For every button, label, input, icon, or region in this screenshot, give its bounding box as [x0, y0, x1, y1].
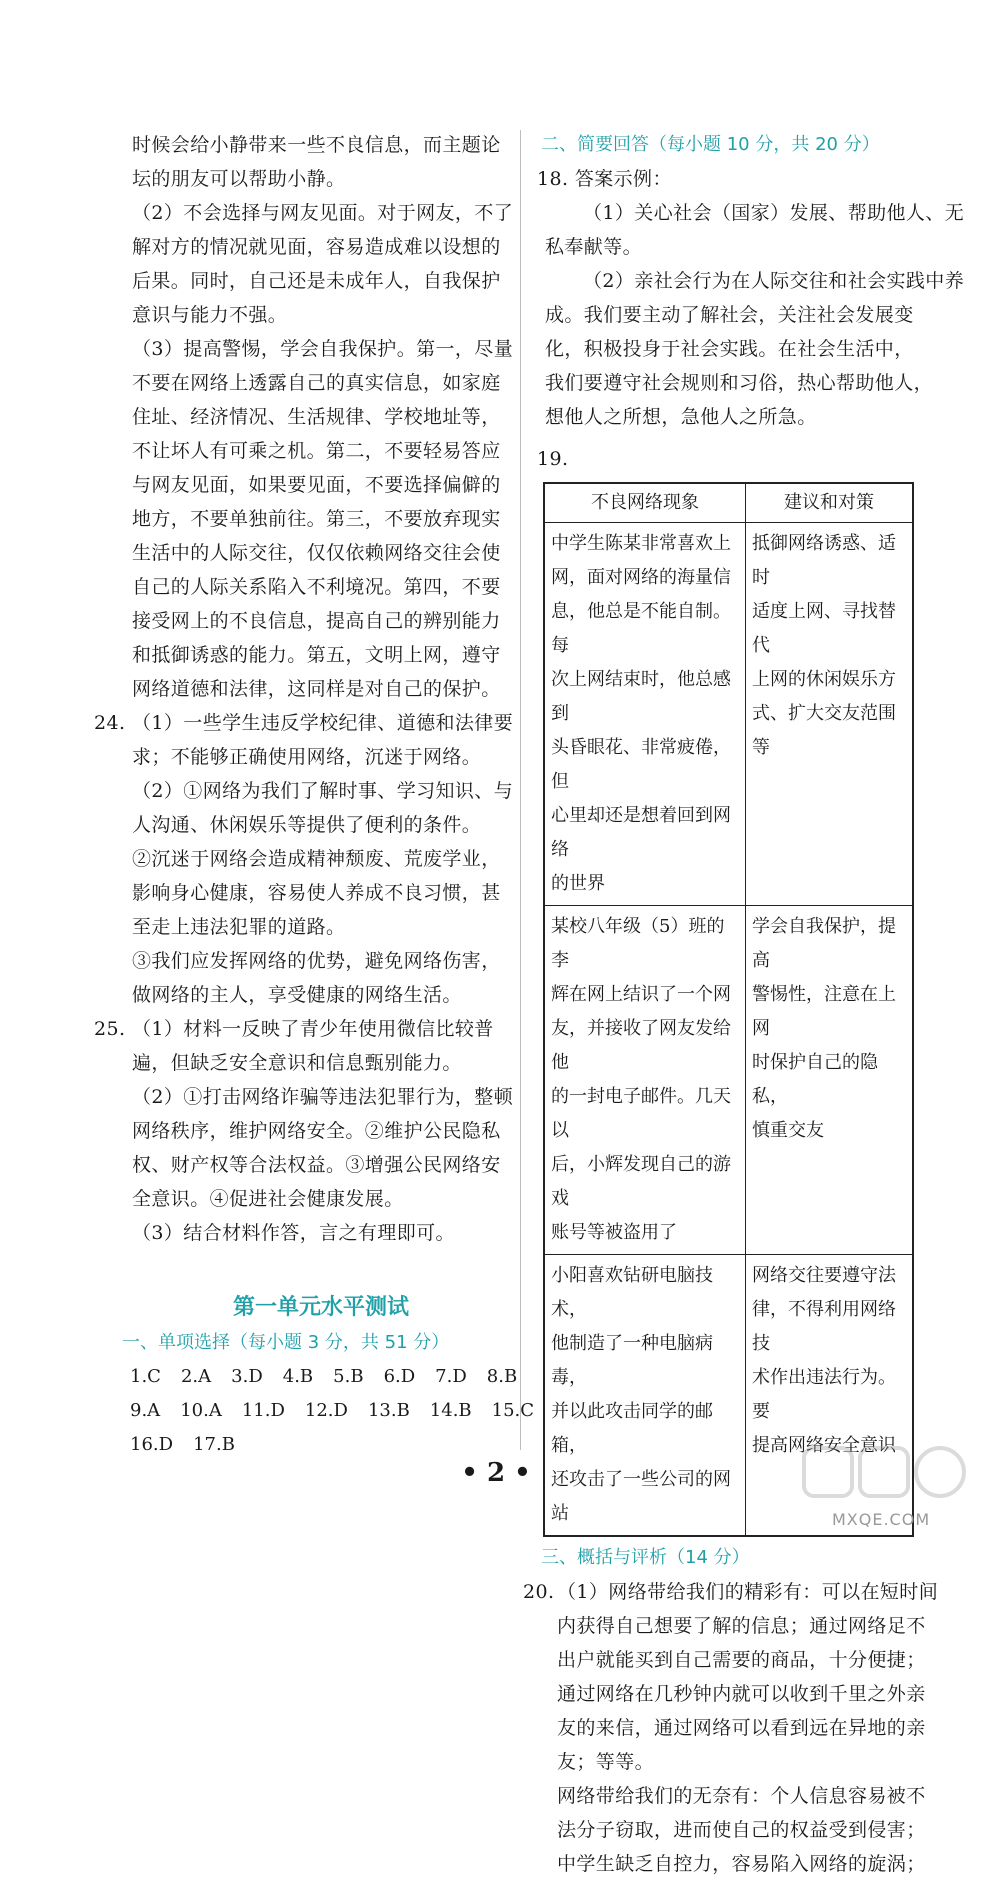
- text-line: 中学生缺乏自控力，容易陷入网络的旋涡；: [557, 1853, 926, 1875]
- cell-line: 时保护自己的隐私，: [752, 1052, 878, 1107]
- text-line: 我们要遵守社会规则和习俗，热心帮助他人，: [545, 372, 934, 394]
- answer-row: [130, 1428, 510, 1462]
- right-column: [523, 128, 965, 1881]
- text-line: 全意识。④促进社会健康发展。: [132, 1188, 404, 1210]
- text-line: [94, 1012, 510, 1046]
- text-line: 住址、经济情况、生活规律、学校地址等，: [132, 406, 501, 428]
- text-line: 生活中的人际交往，仅仅依赖网络交往会使: [132, 542, 501, 564]
- answer-item: 12.D: [304, 1400, 348, 1421]
- text-line: 遍，但缺乏安全意识和信息甄别能力。: [132, 1052, 462, 1074]
- cell-line: 学会自我保护，提高: [752, 916, 896, 971]
- text-line: 后果。同时，自己还是未成年人，自我保护: [132, 270, 501, 292]
- cell-line: 式、扩大交友范围等: [752, 703, 896, 758]
- text-line: ③我们应发挥网络的优势，避免网络伤害，: [132, 950, 501, 972]
- cell-line: 上网的休闲娱乐方: [752, 669, 896, 690]
- cell-line: 小阳喜欢钻研电脑技术，: [551, 1265, 713, 1320]
- answer-item: 6.D: [383, 1366, 416, 1387]
- section-heading: 一、单项选择（每小题 3 分，共 51 分）: [122, 1332, 450, 1353]
- answer-item: 14.B: [429, 1400, 472, 1421]
- cell-line: 慎重交友: [752, 1120, 824, 1141]
- left-column: [94, 128, 535, 1462]
- table-cell: [544, 1255, 746, 1537]
- text-line: 接受网上的不良信息，提高自己的辨别能力: [132, 610, 501, 632]
- cell-line: 抵御网络诱惑、适时: [752, 533, 896, 588]
- answer-item: 16.D: [130, 1434, 174, 1455]
- text-line: 人沟通、休闲娱乐等提供了便利的条件。: [132, 814, 482, 836]
- table-cell: [746, 906, 914, 1255]
- cell-line: 中学生陈某非常喜欢上: [551, 533, 731, 554]
- text-line: 内获得自己想要了解的信息；通过网络足不: [557, 1615, 926, 1637]
- cell-line: 适度上网、寻找替代: [752, 601, 896, 656]
- question-number: 24.: [94, 712, 126, 734]
- answer-item: 4.B: [282, 1366, 314, 1387]
- text-line: 网络秩序，维护网络安全。②维护公民隐私: [132, 1120, 501, 1142]
- q25-answer: [94, 1012, 514, 1250]
- text-line: 和抵御诱惑的能力。第五，文明上网，遵守: [132, 644, 501, 666]
- text-line: 地方，不要单独前往。第三，不要放弃现实: [132, 508, 501, 530]
- cell-line: 的一封电子邮件。几天以: [551, 1086, 731, 1141]
- cell-line: 他制造了一种电脑病毒，: [551, 1333, 713, 1388]
- section-heading: 三、概括与评析（14 分）: [541, 1547, 750, 1568]
- text-line: 自己的人际关系陷入不利境况。第四，不要: [132, 576, 501, 598]
- cell-line: 后，小辉发现自己的游戏: [551, 1154, 731, 1209]
- column-divider: [520, 130, 521, 1450]
- text-line: （3）提高警惕，学会自我保护。第一，尽量: [132, 338, 514, 360]
- text-line: 求；不能够正确使用网络，沉迷于网络。: [132, 746, 482, 768]
- answer-item: 11.D: [241, 1400, 285, 1421]
- answer-item: 17.B: [193, 1434, 235, 1455]
- cell-line: 息，他总是不能自制。每: [551, 601, 731, 656]
- text-line: （1）一些学生违反学校纪律、道德和法律要: [132, 712, 514, 734]
- text-line: （2）亲社会行为在人际交往和社会实践中养: [583, 270, 965, 292]
- table-header: 建议和对策: [746, 483, 914, 523]
- cell-line: 并以此攻击同学的邮箱，: [551, 1401, 713, 1456]
- cell-line: 术作出违法行为。要: [752, 1367, 896, 1422]
- answer-item: 10.A: [180, 1400, 222, 1421]
- page-number: • 2 •: [461, 1458, 531, 1488]
- text-line: 通过网络在几秒钟内就可以收到千里之外亲: [557, 1683, 926, 1705]
- cell-line: 心里却还是想着回到网络: [551, 805, 731, 860]
- answer-item: 5.B: [333, 1366, 364, 1387]
- network-issues-table: [543, 482, 914, 1537]
- q24-answer: [94, 706, 514, 1012]
- q20-answer: [523, 1575, 939, 1881]
- answer-row: [130, 1360, 518, 1394]
- text-line: （1）材料一反映了青少年使用微信比较普: [132, 1018, 494, 1040]
- text-line: （1）关心社会（国家）发展、帮助他人、无: [583, 202, 965, 224]
- text-line: 想他人之所想，急他人之所急。: [545, 406, 817, 428]
- text-line: 网络道德和法律，这同样是对自己的保护。: [132, 678, 501, 700]
- table-cell: [544, 906, 746, 1255]
- text-line: （2）①打击网络诈骗等违法犯罪行为，整顿: [132, 1086, 514, 1108]
- question-number: 25.: [94, 1018, 126, 1040]
- cell-line: 辉在网上结识了一个网: [551, 984, 731, 1005]
- cell-line: 友，并接收了网友发给他: [551, 1018, 731, 1073]
- text-line: 法分子窃取，进而使自己的权益受到侵害；: [557, 1819, 926, 1841]
- text-line: 友的来信，通过网络可以看到远在异地的亲: [557, 1717, 926, 1739]
- table-cell: [746, 523, 914, 906]
- section-heading: 二、简要回答（每小题 10 分，共 20 分）: [541, 134, 880, 155]
- text-line: 不要在网络上透露自己的真实信息，如家庭: [132, 372, 501, 394]
- text-line: [94, 706, 514, 740]
- unit-title: 第一单元水平测试: [232, 1295, 409, 1320]
- text-line: 私奉献等。: [545, 236, 643, 258]
- cell-line: 头昏眼花、非常疲倦，但: [551, 737, 731, 792]
- answer-item: 9.A: [130, 1400, 161, 1421]
- cell-line: 提高网络安全意识: [752, 1435, 896, 1456]
- table-row: [544, 523, 913, 906]
- answer-item: 13.B: [367, 1400, 410, 1421]
- answer-item: 1.C: [130, 1366, 161, 1387]
- text-line: ②沉迷于网络会造成精神颓废、荒废学业，: [132, 848, 501, 870]
- text-line: [523, 1575, 939, 1609]
- cell-line: 警惕性，注意在上网: [752, 984, 896, 1039]
- text-line: （2）①网络为我们了解时事、学习知识、与: [132, 780, 514, 802]
- answer-key: [130, 1360, 535, 1462]
- answer-item: 7.D: [435, 1366, 467, 1387]
- text-line: 出户就能买到自己需要的商品，十分便捷；: [557, 1649, 926, 1671]
- table-header-row: [544, 483, 913, 523]
- text-line: 权、财产权等合法权益。③增强公民网络安: [132, 1154, 501, 1176]
- text-line: 化，积极投身于社会实践。在社会生活中，: [545, 338, 914, 360]
- question-number: 20.: [523, 1581, 555, 1603]
- table-header: 不良网络现象: [544, 483, 746, 523]
- text-line: 友；等等。: [557, 1751, 655, 1773]
- text-line: 网络带给我们的无奈有：个人信息容易被不: [557, 1785, 926, 1807]
- q23-continuation: [132, 128, 514, 706]
- text-line: 至走上违法犯罪的道路。: [132, 916, 346, 938]
- cell-line: 网，面对网络的海量信: [551, 567, 731, 588]
- cell-line: 网络交往要遵守法: [752, 1265, 896, 1286]
- cell-line: 律，不得利用网络技: [752, 1299, 896, 1354]
- text-line: （3）结合材料作答，言之有理即可。: [132, 1222, 455, 1244]
- text-line: 成。我们要主动了解社会，关注社会发展变: [545, 304, 914, 326]
- answer-row: [130, 1394, 535, 1428]
- table-row: [544, 906, 913, 1255]
- spacer: [132, 1250, 510, 1290]
- cell-line: 次上网结束时，他总感到: [551, 669, 731, 724]
- question-heading: 19.: [537, 448, 569, 470]
- cell-line: 账号等被盗用了: [551, 1222, 677, 1243]
- cell-line: 还攻击了一些公司的网站: [551, 1469, 731, 1524]
- text-line: 影响身心健康，容易使人养成不良习惯，甚: [132, 882, 501, 904]
- text-line: 不让坏人有可乘之机。第二，不要轻易答应: [132, 440, 501, 462]
- cell-line: 的世界: [551, 873, 605, 894]
- watermark-logo-icon: [800, 1440, 970, 1520]
- text-line: 时候会给小静带来一些不良信息，而主题论: [132, 134, 501, 156]
- question-heading: 18. 答案示例：: [537, 168, 672, 190]
- text-line: （1）网络带给我们的精彩有：可以在短时间: [557, 1581, 939, 1603]
- watermark-text: MXQE.COM: [832, 1510, 931, 1529]
- text-line: 解对方的情况就见面，容易造成难以设想的: [132, 236, 501, 258]
- text-line: 意识与能力不强。: [132, 304, 288, 326]
- cell-line: 某校八年级（5）班的李: [551, 916, 725, 971]
- text-line: （2）不会选择与网友见面。对于网友，不了: [132, 202, 514, 224]
- table-cell: [544, 523, 746, 906]
- answer-item: 2.A: [180, 1366, 212, 1387]
- answer-item: 8.B: [486, 1366, 518, 1387]
- text-line: 坛的朋友可以帮助小静。: [132, 168, 346, 190]
- text-line: 做网络的主人，享受健康的网络生活。: [132, 984, 462, 1006]
- answer-item: 15.C: [491, 1400, 535, 1421]
- text-line: 与网友见面，如果要见面，不要选择偏僻的: [132, 474, 501, 496]
- answer-item: 3.D: [231, 1366, 263, 1387]
